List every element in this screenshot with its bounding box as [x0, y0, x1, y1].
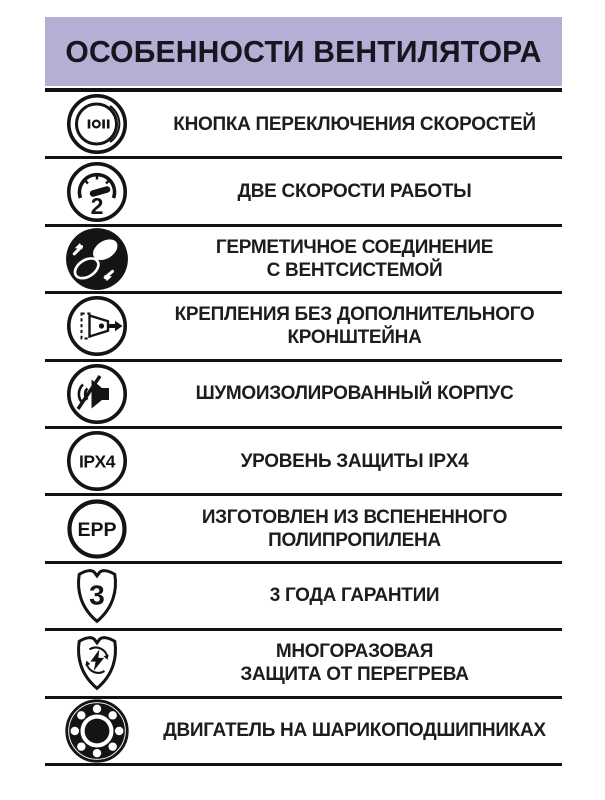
speed-switch-button-icon — [45, 92, 149, 156]
feature-label: КРЕПЛЕНИЯ БЕЗ ДОПОЛНИТЕЛЬНОГО КРОНШТЕЙНА — [174, 304, 535, 349]
feature-label: ГЕРМЕТИЧНОЕ СОЕДИНЕНИЕ С ВЕНТСИСТЕМОЙ — [215, 236, 494, 281]
ipx4-label: IPX4 — [79, 451, 115, 472]
feature-row-overheat-protection — [45, 631, 562, 698]
overheat-protection-shield-icon — [45, 631, 149, 695]
feature-label: 3 ГОДА ГАРАНТИИ — [269, 585, 440, 607]
warranty-years: 3 — [89, 579, 105, 611]
feature-list — [45, 92, 562, 766]
epp-label: EPP — [77, 518, 117, 541]
gauge-number: 2 — [90, 192, 104, 219]
feature-label: ИЗГОТОВЛЕН ИЗ ВСПЕНЕННОГО ПОЛИПРОПИЛЕНА — [201, 506, 508, 551]
feature-label: ДВИГАТЕЛЬ НА ШАРИКОПОДШИПНИКАХ — [163, 720, 546, 742]
muted-speaker-icon — [45, 362, 149, 426]
two-speeds-gauge-icon — [45, 160, 149, 224]
feature-row-ball-bearings — [45, 699, 562, 766]
feature-label: КНОПКА ПЕРЕКЛЮЧЕНИЯ СКОРОСТЕЙ — [173, 113, 536, 135]
features-card — [45, 17, 562, 766]
warranty-3-years-shield-icon — [45, 564, 149, 628]
page-title: ОСОБЕННОСТИ ВЕНТИЛЯТОРА — [65, 33, 542, 69]
epp-badge-icon — [45, 497, 149, 561]
feature-row-warranty — [45, 564, 562, 631]
no-extra-bracket-mounting-icon — [45, 294, 149, 358]
feature-row-no-bracket — [45, 294, 562, 361]
feature-row-noise-insulated — [45, 362, 562, 429]
feature-row-speed-button — [45, 92, 562, 159]
hermetic-duct-connection-icon — [45, 226, 149, 292]
header-banner — [45, 17, 562, 86]
ball-bearing-icon — [45, 698, 149, 764]
ipx4-badge-icon — [45, 429, 149, 493]
feature-label: ШУМОИЗОЛИРОВАННЫЙ КОРПУС — [195, 383, 514, 405]
feature-label: УРОВЕНЬ ЗАЩИТЫ IPX4 — [240, 450, 469, 472]
feature-row-hermetic-connection — [45, 227, 562, 294]
feature-label: МНОГОРАЗОВАЯ ЗАЩИТА ОТ ПЕРЕГРЕВА — [240, 641, 469, 686]
feature-label: ДВЕ СКОРОСТИ РАБОТЫ — [237, 181, 472, 203]
feature-row-epp — [45, 496, 562, 563]
feature-row-ipx4 — [45, 429, 562, 496]
feature-row-two-speeds — [45, 159, 562, 226]
